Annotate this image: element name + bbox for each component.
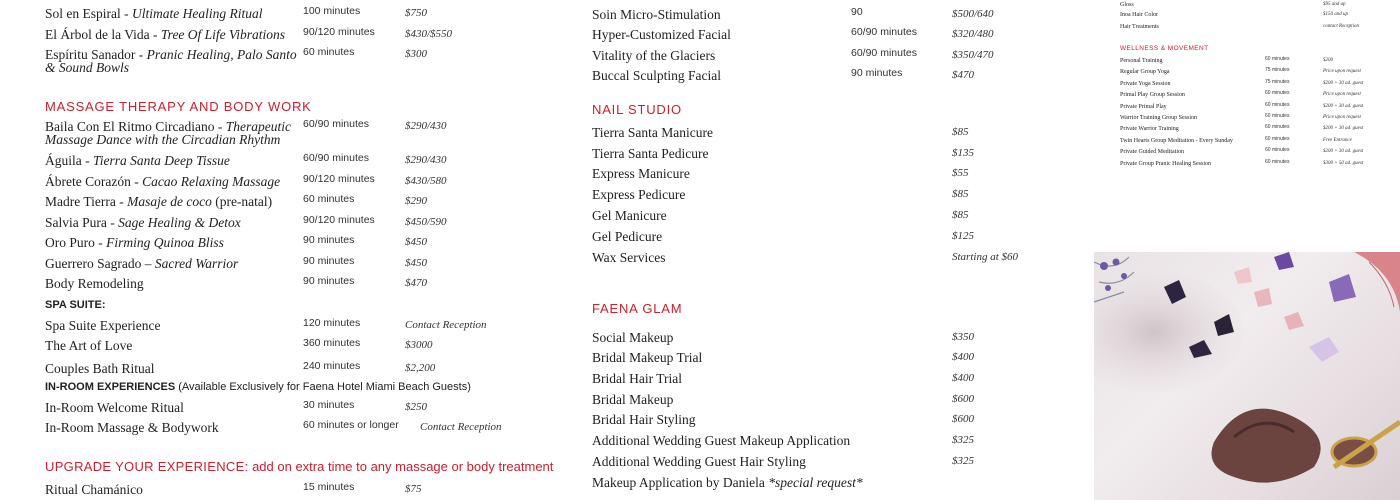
item-name	[1120, 12, 1158, 18]
item-duration: 90 minutes	[303, 255, 355, 267]
item-title: Guerrero Sagrado –	[45, 256, 155, 271]
item-duration: 75 minutes	[1265, 78, 1290, 85]
item-price: Starting at $60	[952, 251, 1019, 263]
item-name	[592, 331, 673, 344]
item-name	[592, 188, 685, 201]
item-price: $600	[952, 413, 974, 425]
item-subtitle: Firming Quinoa Bliss	[106, 235, 224, 250]
item-title: Gel Pedicure	[592, 229, 663, 244]
item-subtitle: Tree Of Life Vibrations	[160, 27, 286, 42]
item-duration: 100 minutes	[303, 5, 361, 17]
item-name	[592, 8, 721, 21]
item-name	[592, 69, 721, 82]
item-title: Tierra Santa Manicure	[592, 125, 713, 140]
item-name	[45, 277, 144, 290]
item-subtitle: Tierra Santa Deep Tissue	[93, 153, 230, 168]
item-price: $200 + 30 ad. guest	[1323, 103, 1364, 109]
item-duration: 60 minutes	[1265, 56, 1290, 62]
item-duration: 60 minutes	[1265, 135, 1290, 142]
item-subtitle: Ultimate Healing Ritual	[132, 6, 263, 21]
item-name	[45, 48, 300, 74]
item-price: $75	[405, 483, 422, 495]
item-title: Gloss	[1120, 2, 1134, 8]
item-price: Price upon request	[1323, 69, 1361, 75]
item-name	[45, 120, 300, 146]
item-name	[592, 413, 696, 426]
item-price: $200 + 30 ad. guest	[1323, 149, 1364, 155]
item-name	[592, 209, 667, 222]
item-duration: 60 minutes	[1265, 90, 1290, 97]
item-title: Tierra Santa Pedicure	[592, 146, 709, 161]
item-price: $200 + 30 ad. guest	[1323, 126, 1364, 132]
item-title: Additional Wedding Guest Hair Styling	[592, 454, 806, 469]
item-duration: 90/120 minutes	[303, 214, 375, 226]
item-title: Buccal Sculpting Facial	[592, 68, 721, 83]
item-subtitle: Therapeutic Massage Dance with the Circadian Rhythm	[45, 119, 291, 147]
item-price: $325	[952, 434, 974, 446]
item-price: $350	[952, 331, 974, 343]
item-price: Contact Reception	[420, 421, 502, 433]
item-title: Additional Wedding Guest Makeup Application	[592, 433, 851, 448]
item-name	[592, 230, 662, 243]
item-title: Bridal Makeup	[592, 392, 674, 407]
item-title: Bridal Hair Trial	[592, 371, 682, 386]
item-price: $200 + 30 ad. guest	[1323, 80, 1364, 86]
item-title: Express Pedicure	[592, 187, 686, 202]
item-duration: 90 minutes	[851, 67, 903, 79]
item-duration: 90/120 minutes	[303, 26, 375, 38]
item-name	[45, 216, 241, 229]
item-duration: 60 minutes	[1265, 113, 1290, 119]
item-price: Price upon request	[1323, 92, 1361, 98]
item-price: $450	[405, 236, 427, 248]
item-duration: 90	[851, 6, 863, 18]
item-duration: 90 minutes	[303, 234, 355, 246]
item-name	[45, 154, 230, 167]
item-subtitle: Masaje de coco	[127, 194, 212, 209]
item-subtitle: Cacao Relaxing Massage	[142, 174, 281, 189]
item-duration: 60 minutes	[1265, 124, 1290, 131]
item-name	[45, 401, 184, 414]
section-header-massage: MASSAGE THERAPY AND BODY WORK	[45, 99, 312, 114]
item-price: $325	[952, 455, 974, 467]
item-title: Primal Play Group Session	[1120, 92, 1185, 99]
item-duration: 30 minutes	[303, 399, 355, 411]
item-name	[1120, 81, 1171, 87]
section-header-wellness: WELLNESS & MOVEMENT	[1120, 45, 1209, 52]
item-name	[592, 393, 673, 406]
item-price: $750	[405, 7, 427, 19]
item-title: Wax Services	[592, 250, 666, 265]
item-price: $85	[952, 126, 969, 138]
item-duration: 60 minutes or longer	[303, 419, 399, 431]
item-duration: 360 minutes	[303, 337, 361, 349]
item-name	[592, 49, 715, 62]
item-title: Spa Suite Experience	[45, 318, 161, 333]
item-name	[592, 147, 708, 160]
item-title: The Art of Love	[45, 338, 133, 353]
item-price: $95 and up	[1323, 2, 1346, 7]
item-title: Soin Micro-Stimulation	[592, 7, 721, 22]
item-title: Bridal Makeup Trial	[592, 350, 703, 365]
item-duration: 60 minutes	[1265, 158, 1290, 165]
item-duration: 90/120 minutes	[303, 173, 375, 185]
item-price: $290/430	[405, 120, 447, 132]
item-note: (pre-natal)	[211, 194, 273, 209]
item-title: Twin Hearts Group Meditation - Every Sunday	[1120, 137, 1233, 144]
item-title: Couples Bath Ritual	[45, 361, 155, 376]
item-name	[592, 351, 702, 364]
item-name	[1120, 104, 1167, 110]
item-title: Salvia Pura -	[45, 215, 119, 230]
item-price: $400	[952, 351, 974, 363]
item-name	[1120, 126, 1179, 132]
item-subtitle: Sage Healing & Detox	[118, 215, 241, 230]
item-title: Private Warrior Training	[1120, 126, 1179, 133]
upgrade-note: add on extra time to any massage or body treatment	[248, 459, 554, 474]
crystals-clay-photo	[1094, 252, 1400, 500]
item-price: $135	[952, 147, 974, 159]
item-price: $470	[952, 69, 974, 81]
item-title: Body Remodeling	[45, 276, 144, 291]
item-title: Private Primal Play	[1120, 103, 1167, 110]
item-duration: 60 minutes	[303, 46, 355, 58]
item-title: Private Yoga Session	[1120, 80, 1171, 87]
item-title: Express Manicure	[592, 166, 690, 181]
item-name	[45, 28, 285, 41]
item-name	[45, 339, 132, 352]
item-duration: 90 minutes	[303, 275, 355, 287]
item-duration: 15 minutes	[303, 481, 355, 493]
item-title: Hyper-Customized Facial	[592, 27, 731, 42]
item-duration: 60 minutes	[1265, 147, 1290, 154]
item-subtitle: Pranic Healing, Palo Santo & Sound Bowls	[45, 47, 297, 75]
item-price: $150 and up	[1323, 12, 1348, 17]
item-price: Free Entrance	[1323, 137, 1352, 143]
item-name	[592, 251, 666, 264]
item-name	[592, 167, 690, 180]
item-name	[1120, 2, 1134, 8]
item-price: contact Reception	[1323, 24, 1359, 29]
item-name	[592, 126, 713, 139]
item-title: Ábrete Corazón -	[45, 174, 143, 189]
item-price: $450	[405, 257, 427, 269]
item-title: Oro Puro -	[45, 235, 107, 250]
item-price: $350/470	[952, 49, 994, 61]
item-title: Madre Tierra -	[45, 194, 128, 209]
item-name	[592, 372, 682, 385]
item-price: $500/640	[952, 8, 994, 20]
section-header-nail: NAIL STUDIO	[592, 102, 682, 117]
item-price: $290	[405, 195, 427, 207]
item-title: In-Room Welcome Ritual	[45, 400, 184, 415]
item-price: Price upon request	[1323, 115, 1361, 120]
item-title: Private Guided Meditation	[1120, 149, 1184, 156]
item-title: Espíritu Sanador -	[45, 47, 147, 62]
item-name	[1120, 24, 1159, 30]
item-price: $3000	[405, 339, 433, 351]
item-price: $250	[405, 401, 427, 413]
item-name	[45, 175, 280, 188]
item-name	[45, 195, 272, 208]
item-title: Gel Manicure	[592, 208, 667, 223]
item-subtitle: Sacred Warrior	[154, 256, 239, 271]
item-price: $400	[952, 372, 974, 384]
item-name	[592, 434, 850, 447]
item-title: Personal Training	[1120, 58, 1163, 64]
item-price: $430/580	[405, 175, 447, 187]
item-title: Vitality of the Glaciers	[592, 48, 716, 63]
item-title: Águila -	[45, 153, 93, 168]
item-name	[1120, 69, 1170, 75]
item-title: Makeup Application by Daniela	[592, 475, 769, 490]
item-price: $430/$550	[405, 28, 453, 40]
item-name	[45, 7, 263, 20]
item-price: $600	[952, 393, 974, 405]
item-price: $300 + 50 ad. guest	[1323, 160, 1364, 166]
item-title: Inoa Hair Color	[1120, 12, 1158, 18]
in-room-title: IN-ROOM EXPERIENCES	[45, 381, 176, 393]
item-name	[1120, 138, 1233, 144]
item-duration: 60/90 minutes	[303, 152, 369, 164]
item-title: Baila Con El Ritmo Circadiano -	[45, 119, 226, 134]
item-price: $125	[952, 230, 974, 242]
item-title: Ritual Chamánico	[45, 482, 143, 497]
item-duration: 120 minutes	[303, 317, 361, 329]
item-name	[592, 476, 863, 489]
section-header-glam: FAENA GLAM	[592, 301, 683, 316]
item-title: Hair Treatments	[1120, 24, 1159, 30]
item-duration: 60 minutes	[1265, 101, 1290, 108]
item-name	[45, 421, 219, 434]
item-duration: 75 minutes	[1265, 67, 1290, 74]
item-duration: 60 minutes	[303, 193, 355, 205]
item-name	[1120, 92, 1185, 98]
item-price: $200	[1323, 58, 1333, 63]
item-title: El Árbol de la Vida -	[45, 27, 161, 42]
item-duration: 60/90 minutes	[303, 118, 369, 130]
item-name	[1120, 115, 1197, 121]
item-name	[592, 455, 806, 468]
item-price: $2,200	[405, 362, 436, 374]
item-price: $470	[405, 277, 427, 289]
item-name	[45, 236, 224, 249]
item-price: $450/590	[405, 216, 447, 228]
item-name	[45, 319, 160, 332]
item-name	[1120, 161, 1211, 167]
in-room-label	[45, 381, 471, 393]
item-title: Regular Group Yoga	[1120, 69, 1170, 76]
item-title: Warrior Training Group Session	[1120, 115, 1198, 121]
item-name	[45, 257, 238, 270]
item-title: Bridal Hair Styling	[592, 412, 696, 427]
item-name	[1120, 58, 1163, 64]
item-title: Social Makeup	[592, 330, 674, 345]
item-price: $85	[952, 188, 969, 200]
item-duration: 240 minutes	[303, 360, 361, 372]
item-name	[592, 28, 731, 41]
item-price: $55	[952, 167, 969, 179]
item-price: $320/480	[952, 28, 994, 40]
item-duration: 60/90 minutes	[851, 47, 917, 59]
item-title: Private Group Pranic Healing Session	[1120, 160, 1211, 167]
item-price: $290/430	[405, 154, 447, 166]
item-name	[1120, 149, 1184, 155]
item-price: $85	[952, 209, 969, 221]
upgrade-header	[45, 459, 553, 474]
item-price: $300	[405, 48, 427, 60]
item-title: Sol en Espiral -	[45, 6, 132, 21]
item-subtitle: *special request*	[768, 475, 863, 490]
item-name	[45, 362, 155, 375]
item-title: In-Room Massage & Bodywork	[45, 420, 219, 435]
item-name	[45, 483, 143, 496]
spa-suite-label: SPA SUITE:	[45, 299, 106, 311]
item-duration: 60/90 minutes	[851, 26, 917, 38]
upgrade-label: UPGRADE YOUR EXPERIENCE:	[45, 459, 249, 474]
item-price: Contact Reception	[405, 319, 487, 331]
in-room-note: (Available Exclusively for Faena Hotel Miami Beach Guests)	[175, 381, 471, 393]
